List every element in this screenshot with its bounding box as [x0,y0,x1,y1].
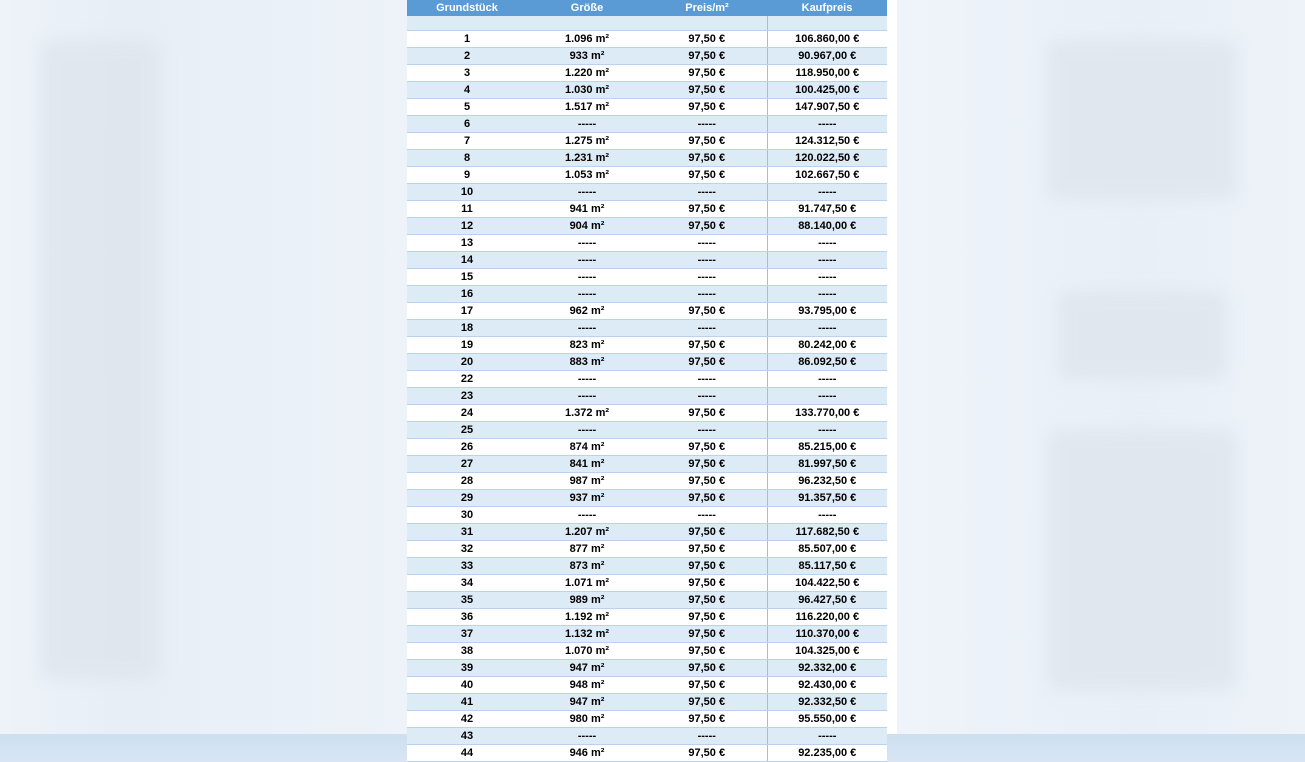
cell-kaufpreis: 92.430,00 € [767,677,887,694]
cell-grundstueck: 25 [407,422,527,439]
cell-grundstueck: 40 [407,677,527,694]
cell-grundstueck: 30 [407,507,527,524]
blurred-background-right [897,0,1305,734]
cell-preis-pro-qm: 97,50 € [647,201,767,218]
cell-groesse: 947 m² [527,660,647,677]
table-row [407,558,887,575]
cell-grundstueck: 39 [407,660,527,677]
blurred-shape [1057,290,1227,380]
cell-kaufpreis: ----- [767,235,887,252]
cell-preis-pro-qm: 97,50 € [647,167,767,184]
cell-grundstueck: 4 [407,82,527,99]
cell-kaufpreis: ----- [767,507,887,524]
cell-groesse: 823 m² [527,337,647,354]
cell-kaufpreis: ----- [767,388,887,405]
cell-groesse: 1.053 m² [527,167,647,184]
cell-grundstueck: 14 [407,252,527,269]
cell-grundstueck: 2 [407,48,527,65]
blurred-shape [1047,430,1237,690]
cell-grundstueck: 24 [407,405,527,422]
cell-preis-pro-qm: 97,50 € [647,439,767,456]
cell-preis-pro-qm: 97,50 € [647,354,767,371]
cell-groesse: 948 m² [527,677,647,694]
header-groesse: Größe [527,0,647,16]
table-row [407,728,887,745]
cell-groesse: 883 m² [527,354,647,371]
cell-preis-pro-qm: ----- [647,507,767,524]
cell-grundstueck: 10 [407,184,527,201]
cell-preis-pro-qm: 97,50 € [647,490,767,507]
table-row [407,354,887,371]
cell-groesse: 841 m² [527,456,647,473]
cell-groesse: 989 m² [527,592,647,609]
cell-groesse: ----- [527,507,647,524]
cell-kaufpreis: 96.232,50 € [767,473,887,490]
cell-groesse: 941 m² [527,201,647,218]
table-body [407,16,887,762]
cell-grundstueck: 5 [407,99,527,116]
cell-groesse: 1.372 m² [527,405,647,422]
cell-groesse: 980 m² [527,711,647,728]
table-row [407,609,887,626]
table-row [407,201,887,218]
cell-kaufpreis: 81.997,50 € [767,456,887,473]
cell-kaufpreis: 110.370,00 € [767,626,887,643]
cell-groesse: 1.030 m² [527,82,647,99]
spacer-cell [527,16,647,31]
cell-preis-pro-qm: ----- [647,252,767,269]
cell-preis-pro-qm: ----- [647,728,767,745]
cell-groesse: ----- [527,235,647,252]
table-row [407,167,887,184]
cell-grundstueck: 15 [407,269,527,286]
cell-groesse: ----- [527,320,647,337]
cell-kaufpreis: 85.117,50 € [767,558,887,575]
cell-groesse: 1.071 m² [527,575,647,592]
table-row [407,82,887,99]
cell-kaufpreis: 92.235,00 € [767,745,887,762]
spacer-cell [767,16,887,31]
cell-grundstueck: 13 [407,235,527,252]
cell-preis-pro-qm: ----- [647,388,767,405]
table-row [407,150,887,167]
cell-groesse: 1.275 m² [527,133,647,150]
cell-kaufpreis: 93.795,00 € [767,303,887,320]
cell-kaufpreis: ----- [767,184,887,201]
cell-kaufpreis: 104.325,00 € [767,643,887,660]
cell-grundstueck: 22 [407,371,527,388]
cell-preis-pro-qm: 97,50 € [647,456,767,473]
table-row [407,337,887,354]
document-page [407,0,897,759]
cell-groesse: 1.132 m² [527,626,647,643]
cell-groesse: ----- [527,422,647,439]
cell-groesse: ----- [527,184,647,201]
cell-grundstueck: 18 [407,320,527,337]
cell-kaufpreis: ----- [767,269,887,286]
cell-kaufpreis: 90.967,00 € [767,48,887,65]
cell-groesse: 1.231 m² [527,150,647,167]
cell-groesse: ----- [527,252,647,269]
cell-groesse: 937 m² [527,490,647,507]
cell-preis-pro-qm: 97,50 € [647,541,767,558]
cell-preis-pro-qm: 97,50 € [647,473,767,490]
cell-preis-pro-qm: ----- [647,269,767,286]
cell-grundstueck: 37 [407,626,527,643]
cell-grundstueck: 34 [407,575,527,592]
cell-groesse: 873 m² [527,558,647,575]
cell-kaufpreis: 91.357,50 € [767,490,887,507]
cell-preis-pro-qm: 97,50 € [647,31,767,48]
table-row [407,303,887,320]
blurred-shape [1047,40,1237,200]
table-row [407,660,887,677]
cell-grundstueck: 19 [407,337,527,354]
table-row [407,388,887,405]
cell-groesse: 877 m² [527,541,647,558]
cell-preis-pro-qm: 97,50 € [647,218,767,235]
table-row [407,711,887,728]
cell-preis-pro-qm: 97,50 € [647,677,767,694]
cell-kaufpreis: 147.907,50 € [767,99,887,116]
cell-kaufpreis: 86.092,50 € [767,354,887,371]
cell-groesse: 1.220 m² [527,65,647,82]
cell-preis-pro-qm: 97,50 € [647,405,767,422]
cell-kaufpreis: 92.332,00 € [767,660,887,677]
cell-grundstueck: 16 [407,286,527,303]
table-row [407,235,887,252]
cell-kaufpreis: ----- [767,422,887,439]
table-row [407,643,887,660]
cell-preis-pro-qm: 97,50 € [647,643,767,660]
table-row [407,218,887,235]
table-row [407,48,887,65]
table-row [407,31,887,48]
table-row [407,456,887,473]
cell-grundstueck: 29 [407,490,527,507]
table-row [407,575,887,592]
cell-kaufpreis: ----- [767,371,887,388]
cell-grundstueck: 17 [407,303,527,320]
cell-preis-pro-qm: 97,50 € [647,575,767,592]
cell-kaufpreis: 92.332,50 € [767,694,887,711]
price-table [407,0,887,762]
cell-preis-pro-qm: 97,50 € [647,524,767,541]
cell-groesse: 1.207 m² [527,524,647,541]
cell-grundstueck: 35 [407,592,527,609]
cell-kaufpreis: 124.312,50 € [767,133,887,150]
cell-kaufpreis: 88.140,00 € [767,218,887,235]
cell-groesse: 987 m² [527,473,647,490]
table-row [407,490,887,507]
table-row [407,116,887,133]
cell-groesse: ----- [527,388,647,405]
cell-preis-pro-qm: ----- [647,286,767,303]
cell-grundstueck: 36 [407,609,527,626]
cell-preis-pro-qm: 97,50 € [647,133,767,150]
cell-preis-pro-qm: 97,50 € [647,150,767,167]
cell-preis-pro-qm: ----- [647,235,767,252]
cell-grundstueck: 3 [407,65,527,82]
cell-grundstueck: 28 [407,473,527,490]
table-spacer-row [407,16,887,31]
cell-kaufpreis: 95.550,00 € [767,711,887,728]
cell-groesse: 1.192 m² [527,609,647,626]
table-row [407,694,887,711]
header-kaufpreis: Kaufpreis [767,0,887,16]
table-row [407,592,887,609]
cell-grundstueck: 33 [407,558,527,575]
cell-groesse: ----- [527,286,647,303]
table-row [407,507,887,524]
cell-kaufpreis: 96.427,50 € [767,592,887,609]
cell-groesse: 1.096 m² [527,31,647,48]
cell-preis-pro-qm: 97,50 € [647,48,767,65]
cell-groesse: 1.517 m² [527,99,647,116]
cell-grundstueck: 26 [407,439,527,456]
cell-preis-pro-qm: 97,50 € [647,694,767,711]
cell-groesse: 946 m² [527,745,647,762]
cell-preis-pro-qm: 97,50 € [647,303,767,320]
table-row [407,320,887,337]
cell-preis-pro-qm: ----- [647,184,767,201]
table-row [407,371,887,388]
table-row [407,99,887,116]
table-row [407,286,887,303]
table-row [407,524,887,541]
table-row [407,65,887,82]
table-row [407,422,887,439]
blurred-shape [40,40,160,680]
cell-kaufpreis: 133.770,00 € [767,405,887,422]
cell-preis-pro-qm: ----- [647,371,767,388]
table-header-row [407,0,887,16]
table-row [407,626,887,643]
cell-grundstueck: 27 [407,456,527,473]
cell-grundstueck: 9 [407,167,527,184]
cell-grundstueck: 44 [407,745,527,762]
cell-preis-pro-qm: 97,50 € [647,558,767,575]
cell-kaufpreis: ----- [767,728,887,745]
spacer-cell [407,16,527,31]
cell-kaufpreis: 120.022,50 € [767,150,887,167]
cell-groesse: 904 m² [527,218,647,235]
cell-kaufpreis: 100.425,00 € [767,82,887,99]
cell-preis-pro-qm: 97,50 € [647,745,767,762]
cell-groesse: 962 m² [527,303,647,320]
cell-grundstueck: 6 [407,116,527,133]
cell-kaufpreis: 117.682,50 € [767,524,887,541]
cell-groesse: ----- [527,269,647,286]
cell-preis-pro-qm: 97,50 € [647,99,767,116]
table-row [407,252,887,269]
cell-grundstueck: 7 [407,133,527,150]
cell-grundstueck: 8 [407,150,527,167]
cell-groesse: ----- [527,728,647,745]
cell-kaufpreis: ----- [767,320,887,337]
table-row [407,439,887,456]
spacer-cell [647,16,767,31]
cell-preis-pro-qm: 97,50 € [647,609,767,626]
header-preis-pro-qm: Preis/m² [647,0,767,16]
cell-grundstueck: 23 [407,388,527,405]
cell-grundstueck: 42 [407,711,527,728]
cell-grundstueck: 12 [407,218,527,235]
cell-grundstueck: 43 [407,728,527,745]
cell-preis-pro-qm: 97,50 € [647,592,767,609]
table-row [407,184,887,201]
cell-preis-pro-qm: ----- [647,422,767,439]
cell-groesse: 1.070 m² [527,643,647,660]
cell-groesse: 947 m² [527,694,647,711]
cell-kaufpreis: 85.215,00 € [767,439,887,456]
table-row [407,677,887,694]
table-row [407,405,887,422]
cell-groesse: 874 m² [527,439,647,456]
cell-kaufpreis: 80.242,00 € [767,337,887,354]
cell-preis-pro-qm: 97,50 € [647,65,767,82]
cell-grundstueck: 41 [407,694,527,711]
cell-preis-pro-qm: 97,50 € [647,82,767,99]
cell-preis-pro-qm: 97,50 € [647,711,767,728]
cell-kaufpreis: 102.667,50 € [767,167,887,184]
table-row [407,541,887,558]
cell-kaufpreis: 91.747,50 € [767,201,887,218]
cell-kaufpreis: ----- [767,252,887,269]
blurred-background-left [0,0,407,734]
cell-grundstueck: 11 [407,201,527,218]
cell-grundstueck: 32 [407,541,527,558]
cell-grundstueck: 1 [407,31,527,48]
table-row [407,473,887,490]
cell-preis-pro-qm: 97,50 € [647,337,767,354]
cell-groesse: 933 m² [527,48,647,65]
cell-grundstueck: 38 [407,643,527,660]
cell-kaufpreis: ----- [767,286,887,303]
cell-preis-pro-qm: ----- [647,320,767,337]
table-row [407,269,887,286]
cell-kaufpreis: 104.422,50 € [767,575,887,592]
cell-kaufpreis: 118.950,00 € [767,65,887,82]
cell-grundstueck: 20 [407,354,527,371]
table-row [407,133,887,150]
cell-groesse: ----- [527,116,647,133]
header-grundstueck: Grundstück [407,0,527,16]
cell-kaufpreis: ----- [767,116,887,133]
cell-kaufpreis: 116.220,00 € [767,609,887,626]
cell-kaufpreis: 106.860,00 € [767,31,887,48]
cell-kaufpreis: 85.507,00 € [767,541,887,558]
cell-preis-pro-qm: 97,50 € [647,626,767,643]
cell-grundstueck: 31 [407,524,527,541]
cell-preis-pro-qm: ----- [647,116,767,133]
table-row [407,745,887,762]
cell-preis-pro-qm: 97,50 € [647,660,767,677]
cell-groesse: ----- [527,371,647,388]
